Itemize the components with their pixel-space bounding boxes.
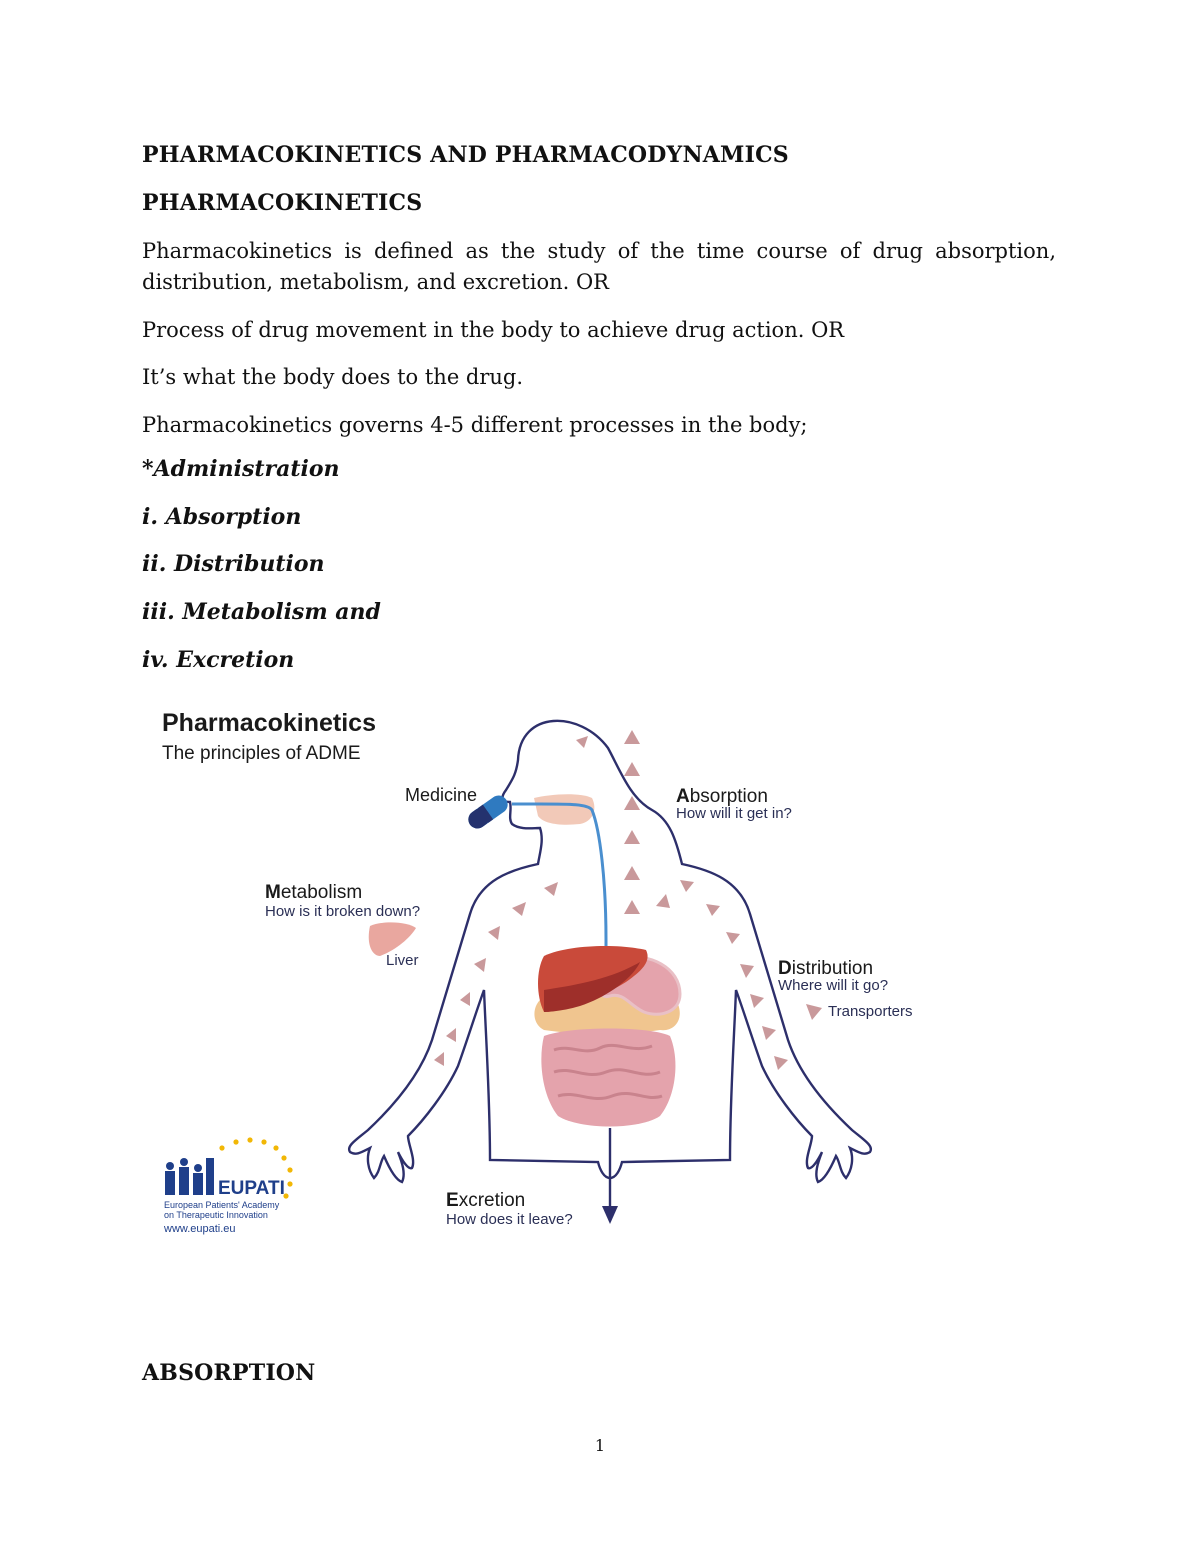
logo-line-1: European Patients' Academy bbox=[164, 1200, 280, 1210]
logo-name: EUPATI bbox=[218, 1178, 285, 1199]
metabolism-question: How is it broken down? bbox=[265, 903, 421, 920]
page-number: 1 bbox=[594, 1436, 606, 1455]
logo-people bbox=[165, 1158, 214, 1195]
list-item-excretion: iv. Excretion bbox=[142, 647, 295, 673]
liver-label: Liver bbox=[386, 952, 419, 969]
absorption-label: Absorption bbox=[676, 786, 768, 807]
paragraph-governs: Pharmacokinetics governs 4-5 different processes in the body; bbox=[142, 413, 808, 437]
logo-line-2: on Therapeutic Innovation bbox=[164, 1210, 268, 1220]
list-item-administration: *Administration bbox=[142, 456, 340, 482]
list-item-metabolism: iii. Metabolism and bbox=[142, 599, 381, 625]
paragraph-process: Process of drug movement in the body to achieve drug action. OR bbox=[142, 318, 845, 342]
transporter-arrow-icon bbox=[806, 1004, 822, 1020]
adme-figure bbox=[140, 700, 960, 1260]
throat-region bbox=[534, 794, 594, 825]
section-heading-pharmacokinetics: PHARMACOKINETICS bbox=[142, 190, 423, 216]
paragraph-definition: Pharmacokinetics is defined as the study of the time course of drug absorption, distribution, metabolism, and excretion. OR bbox=[142, 239, 1056, 294]
document-title: PHARMACOKINETICS AND PHARMACODYNAMICS bbox=[142, 142, 789, 168]
medicine-label: Medicine bbox=[405, 785, 478, 805]
excretion-arrow-icon bbox=[602, 1206, 618, 1224]
transporters-label: Transporters bbox=[828, 1003, 913, 1020]
excretion-question: How does it leave? bbox=[446, 1211, 573, 1228]
logo-url: www.eupati.eu bbox=[164, 1223, 236, 1235]
distribution-label: Distribution bbox=[778, 958, 874, 979]
liver-icon bbox=[369, 922, 416, 956]
intestines bbox=[541, 1029, 675, 1127]
figure-title: Pharmacokinetics bbox=[162, 709, 376, 737]
distribution-question: Where will it go? bbox=[778, 977, 889, 994]
figure-subtitle: The principles of ADME bbox=[162, 743, 361, 764]
eupati-logo bbox=[163, 1137, 293, 1235]
list-item-distribution: ii. Distribution bbox=[142, 551, 325, 577]
excretion-label: Excretion bbox=[446, 1190, 526, 1211]
absorption-question: How will it get in? bbox=[676, 805, 792, 822]
section-heading-absorption: ABSORPTION bbox=[142, 1360, 316, 1386]
paragraph-body: It’s what the body does to the drug. bbox=[142, 365, 524, 389]
list-item-absorption: i. Absorption bbox=[142, 504, 302, 530]
metabolism-label: Metabolism bbox=[265, 882, 363, 903]
